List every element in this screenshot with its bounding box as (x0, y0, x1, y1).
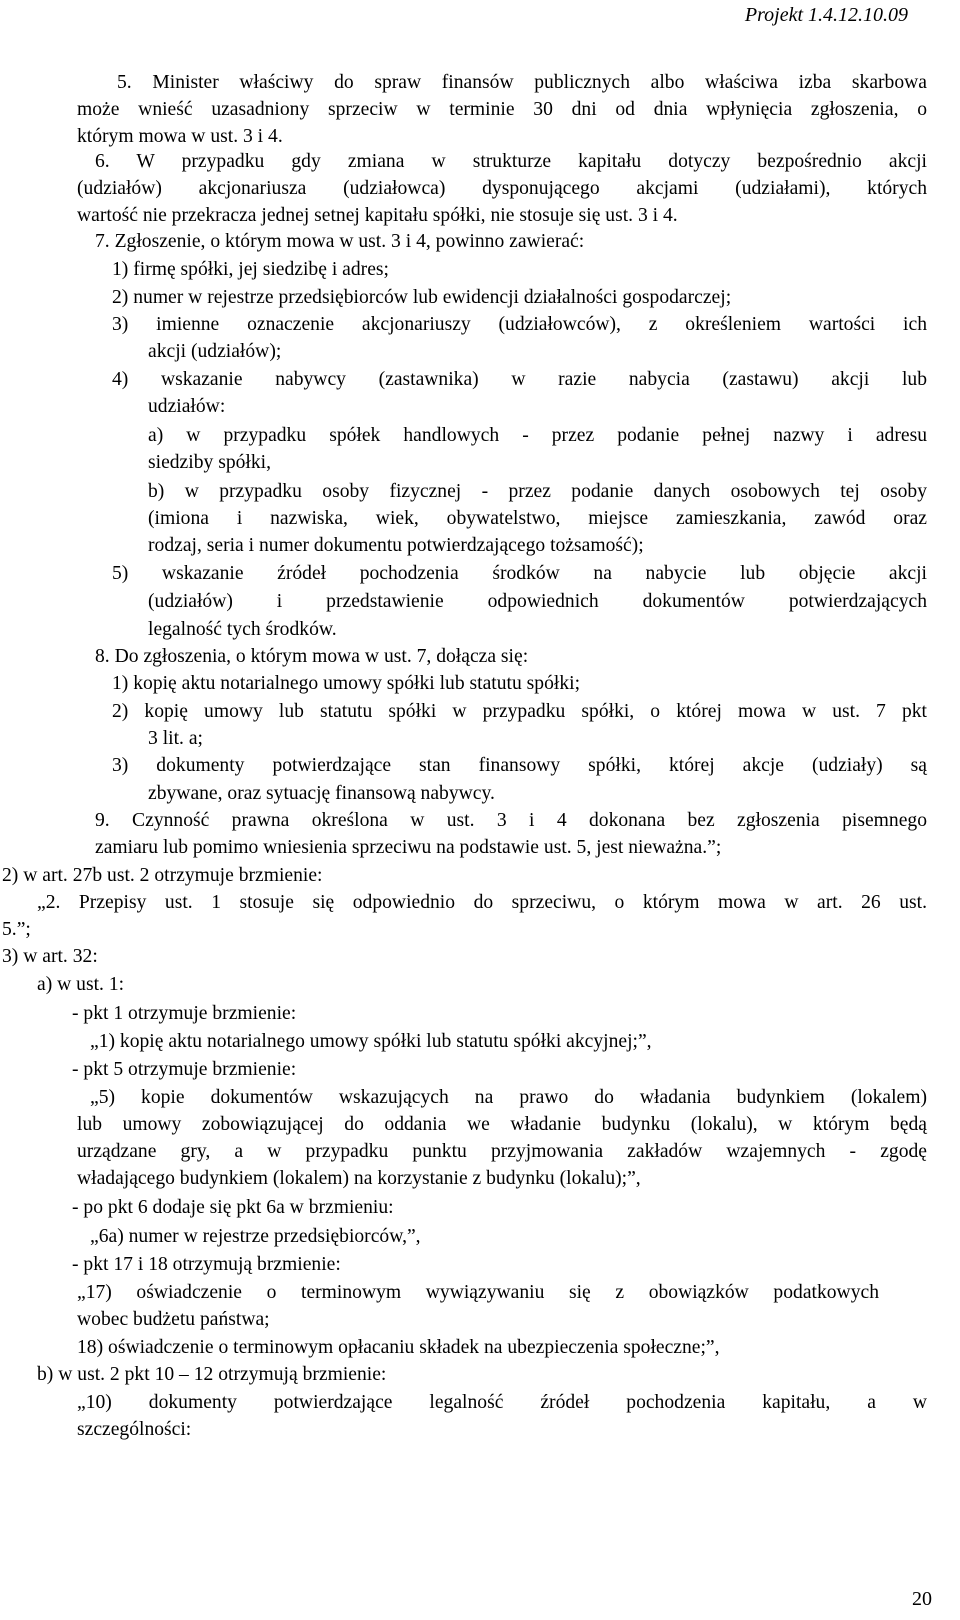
text-line: szczególności: (77, 1419, 192, 1440)
text-line: 2) w art. 27b ust. 2 otrzymuje brzmienie: (2, 865, 323, 886)
text-line: którym mowa w ust. 3 i 4. (77, 126, 283, 147)
text-line: a) w ust. 1: (37, 974, 125, 995)
text-line: 4) wskazanie nabywcy (zastawnika) w razie nabycia (zastawu) akcji lub (112, 369, 927, 390)
text-line: siedziby spółki, (148, 452, 271, 473)
text-line: 2) numer w rejestrze przedsiębiorców lub ewidencji działalności gospodarczej; (112, 287, 732, 308)
text-line: b) w ust. 2 pkt 10 – 12 otrzymują brzmienie: (37, 1364, 387, 1385)
page-number: 20 (912, 1588, 932, 1610)
text-line: wartość nie przekracza jednej setnej kapitału spółki, nie stosuje się ust. 3 i 4. (77, 205, 678, 226)
text-line: 1) kopię aktu notarialnego umowy spółki lub statutu spółki; (112, 673, 581, 694)
text-line: 5.”; (2, 919, 31, 940)
text-line: - pkt 1 otrzymuje brzmienie: (72, 1003, 297, 1024)
text-line: udziałów: (148, 396, 226, 417)
text-line: 3) dokumenty potwierdzające stan finansowy spółki, której akcje (udziały) są (112, 755, 927, 776)
text-line: 3) imienne oznaczenie akcjonariuszy (udziałowców), z określeniem wartości ich (112, 314, 927, 335)
project-header: Projekt 1.4.12.10.09 (744, 4, 908, 26)
text-line: 5. Minister właściwy do spraw finansów publicznych albo właściwa izba skarbowa (117, 72, 927, 93)
text-line: „17) oświadczenie o terminowym wywiązywaniu się z obowiązków podatkowych (77, 1282, 879, 1303)
text-line: rodzaj, seria i numer dokumentu potwierdzającego tożsamość); (148, 535, 644, 556)
text-line: 1) firmę spółki, jej siedzibę i adres; (112, 259, 389, 280)
text-line: „2. Przepisy ust. 1 stosuje się odpowiednio do sprzeciwu, o którym mowa w art. 26 ust. (37, 892, 927, 913)
text-line: legalność tych środków. (148, 619, 337, 640)
text-line: 6. W przypadku gdy zmiana w strukturze kapitału dotyczy bezpośrednio akcji (95, 151, 927, 172)
text-line: „6a) numer w rejestrze przedsiębiorców,”, (90, 1226, 421, 1247)
text-line: - pkt 17 i 18 otrzymują brzmienie: (72, 1254, 341, 1275)
text-line: władającego budynkiem (lokalem) na korzystanie z budynku (lokalu);”, (77, 1168, 641, 1189)
text-line: zbywane, oraz sytuację finansową nabywcy. (148, 783, 495, 804)
text-line: zamiaru lub pomimo wniesienia sprzeciwu na podstawie ust. 5, jest nieważna.”; (95, 837, 722, 858)
text-line: b) w przypadku osoby fizycznej - przez podanie danych osobowych tej osoby (148, 481, 927, 502)
text-line: lub umowy zobowiązującej do oddania we władanie budynku (lokalu), w którym będą (77, 1114, 927, 1135)
text-line: 3 lit. a; (148, 728, 203, 749)
text-line: - pkt 5 otrzymuje brzmienie: (72, 1059, 297, 1080)
text-line: akcji (udziałów); (148, 341, 282, 362)
text-line: 3) w art. 32: (2, 946, 98, 967)
text-line: wobec budżetu państwa; (77, 1309, 270, 1330)
text-line: 18) oświadczenie o terminowym opłacaniu składek na ubezpieczenia społeczne;”, (77, 1337, 720, 1358)
text-line: 5) wskazanie źródeł pochodzenia środków na nabycie lub objęcie akcji (112, 563, 927, 584)
text-line: „1) kopię aktu notarialnego umowy spółki lub statutu spółki akcyjnej;”, (90, 1031, 652, 1052)
text-line: a) w przypadku spółek handlowych - przez podanie pełnej nazwy i adresu (148, 425, 927, 446)
text-line: urządzane gry, a w przypadku punktu przyjmowania zakładów wzajemnych - zgodę (77, 1141, 927, 1162)
text-line: (udziałów) i przedstawienie odpowiednich dokumentów potwierdzających (148, 591, 927, 612)
text-line: może wnieść uzasadniony sprzeciw w terminie 30 dni od dnia wpłynięcia zgłoszenia, o (77, 99, 927, 120)
text-line: 8. Do zgłoszenia, o którym mowa w ust. 7, dołącza się: (95, 646, 529, 667)
text-line: (udziałów) akcjonariusza (udziałowca) dysponującego akcjami (udziałami), których (77, 178, 927, 199)
text-line: „10) dokumenty potwierdzające legalność źródeł pochodzenia kapitału, a w (77, 1392, 927, 1413)
text-line: 9. Czynność prawna określona w ust. 3 i 4 dokonana bez zgłoszenia pisemnego (95, 810, 927, 831)
text-line: 2) kopię umowy lub statutu spółki w przypadku spółki, o której mowa w ust. 7 pkt (112, 701, 927, 722)
text-line: (imiona i nazwiska, wiek, obywatelstwo, miejsce zamieszkania, zawód oraz (148, 508, 927, 529)
text-line: - po pkt 6 dodaje się pkt 6a w brzmieniu: (72, 1197, 394, 1218)
text-line: „5) kopie dokumentów wskazujących na prawo do władania budynkiem (lokalem) (90, 1087, 927, 1108)
text-line: 7. Zgłoszenie, o którym mowa w ust. 3 i 4, powinno zawierać: (95, 231, 585, 252)
